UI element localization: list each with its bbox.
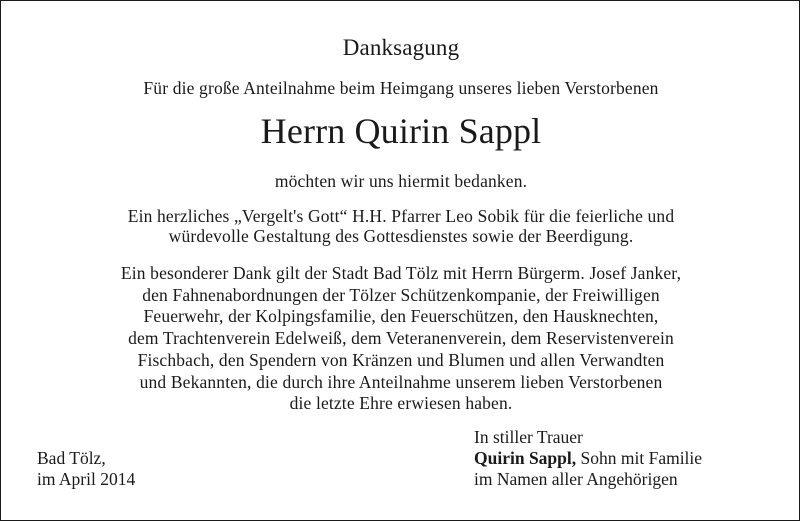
paragraph-2-line: den Fahnenabordnungen der Tölzer Schützenkompanie, der Freiwilligen	[142, 284, 660, 305]
notice-heading: Danksagung	[342, 35, 460, 60]
signer-relation: Sohn mit Familie	[576, 448, 703, 468]
date: im April 2014	[37, 469, 136, 489]
paragraph-2-line: Fischbach, den Spendern von Kränzen und Blumen und allen Verwandten	[137, 349, 665, 370]
signature-block	[474, 427, 702, 490]
paragraph-2-line: die letzte Ehre erwiesen haben.	[289, 393, 513, 414]
signer-line	[474, 448, 702, 469]
notice-intro: Für die große Anteilnahme beim Heimgang unseres lieben Verstorbenen	[143, 78, 659, 98]
on-behalf-line: im Namen aller Angehörigen	[474, 469, 678, 489]
paragraph-1-line-1: Ein herzliches „Vergelt's Gott“ H.H. Pfarrer Leo Sobik für die feierliche und	[127, 206, 675, 226]
paragraph-2-line: Feuerwehr, der Kolpingsfamilie, den Feuerschützen, den Hausknechten,	[143, 306, 659, 327]
paragraph-2-line: und Bekannten, die durch ihre Anteilnahme unserem lieben Verstorbenen	[139, 371, 663, 392]
paragraph-2	[1, 263, 800, 415]
thanks-line: möchten wir uns hiermit bedanken.	[274, 171, 528, 191]
place-and-date	[37, 448, 135, 490]
mourning-line: In stiller Trauer	[474, 427, 583, 447]
paragraph-1-line-2: würdevolle Gestaltung des Gottesdienstes sowie der Beerdigung.	[168, 226, 634, 246]
paragraph-2-line: dem Trachtenverein Edelweiß, dem Veteranenverein, dem Reservistenverein	[128, 328, 674, 349]
place: Bad Tölz,	[37, 448, 106, 468]
signer-name: Quirin Sappl,	[474, 448, 577, 468]
paragraph-2-line: Ein besonderer Dank gilt der Stadt Bad Tölz mit Herrn Bürgerm. Josef Janker,	[120, 263, 682, 283]
deceased-name: Herrn Quirin Sappl	[260, 111, 542, 151]
